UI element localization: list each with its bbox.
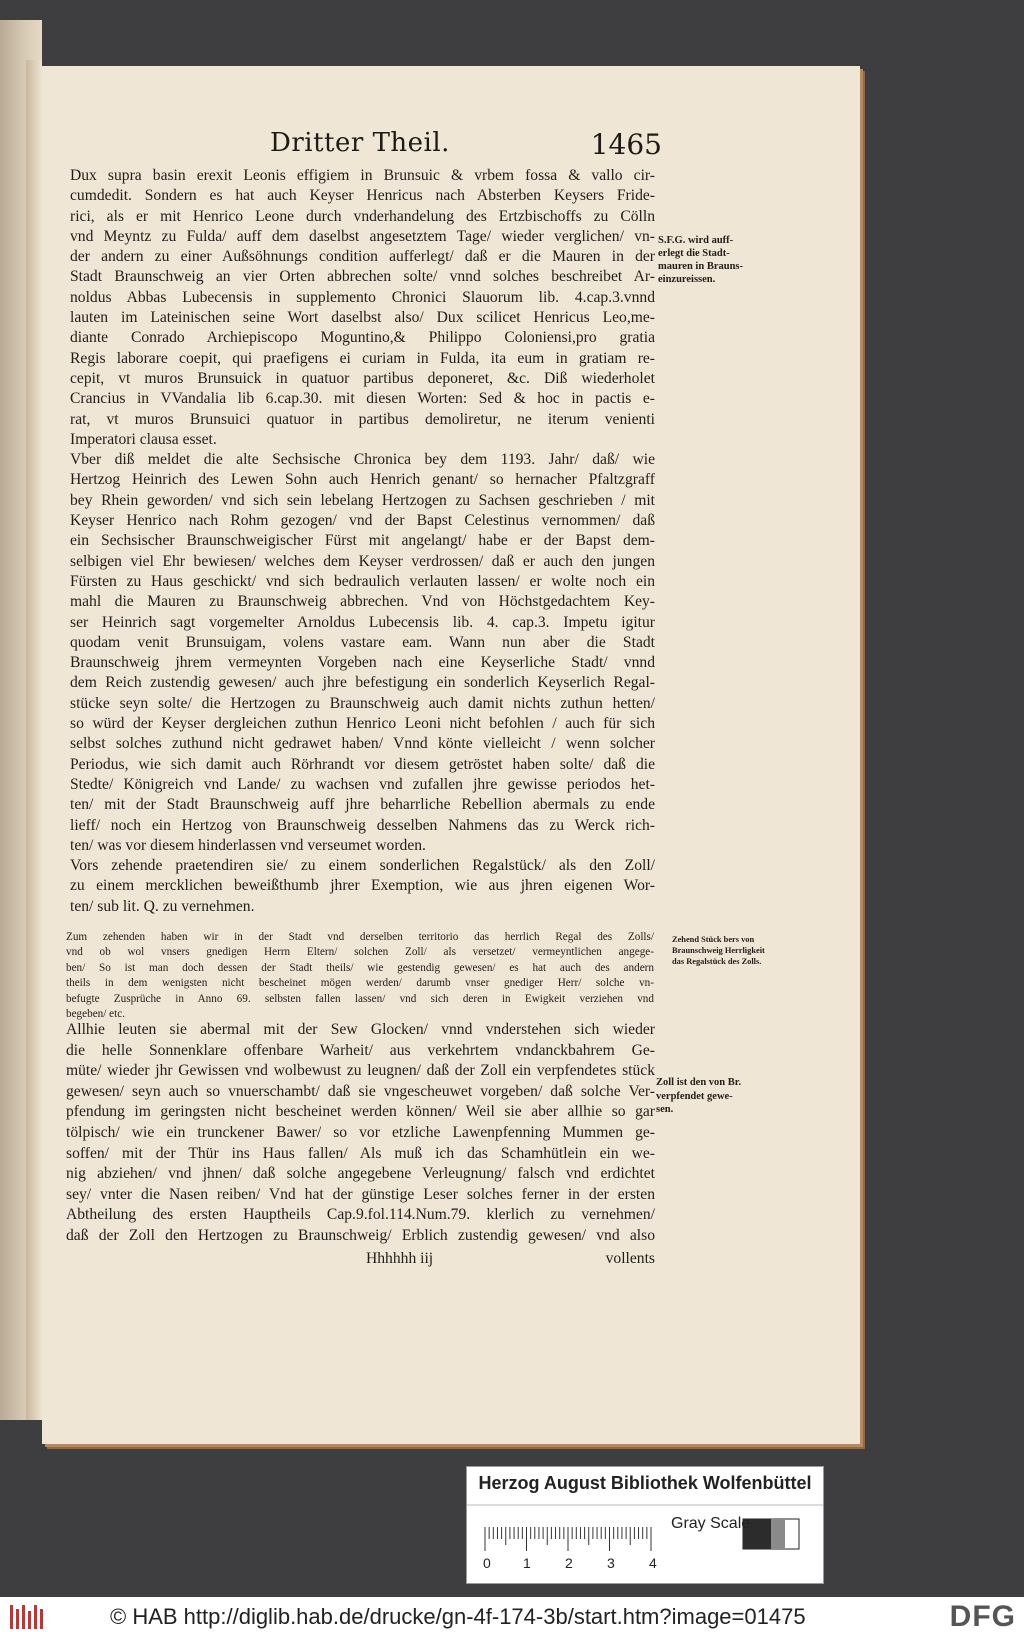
marginal-note-toll bbox=[656, 1076, 741, 1117]
text-line: diante Conrado Archiepiscopo Moguntino,& Philippo Coloniensi,pro gratia bbox=[70, 329, 655, 347]
text-line: quodam venit Brunsuigam, volens vastare eam. Wann nun aber die Stadt bbox=[70, 633, 655, 651]
text-line: nig abziehen/ vnd jhnen/ daß solche angegebene Verleugnung/ falsch vnd erdichtet bbox=[66, 1165, 655, 1183]
text-line: cepit, vt muros Brunsuick in quatuor partibus deponeret, &c. Diß wiederholet bbox=[70, 369, 655, 387]
ruler-number: 0 bbox=[483, 1555, 491, 1571]
hab-logo-icon bbox=[10, 1601, 46, 1633]
text-line: lauten im Lateinischen seine Wort daselbst also/ Dux scilicet Henricus Leo,me- bbox=[70, 309, 655, 327]
text-line: lieff/ noch ein Hertzog von Braunschweig desselben Nahmens das zu Werck rich- bbox=[70, 816, 655, 834]
text-line: gewesen/ seyn auch so vnuerschambt/ daß sie vngescheuwet vorgeben/ daß solche Ver- bbox=[66, 1082, 655, 1100]
adjacent-page-edge-inner bbox=[26, 60, 42, 1420]
marginal-line: S.F.G. wird auff- bbox=[658, 235, 734, 246]
text-line: stücke seyn solte/ die Hertzogen zu Braunschweig auch damit nichts zuthun hetten/ bbox=[70, 694, 655, 712]
text-line: ein Sechsischer Braunschweigischer Fürst mit angelangt/ habe er der Bapst dem- bbox=[70, 532, 655, 550]
text-line: ten/ was vor diesem hinderlassen vnd verseumet worden. bbox=[70, 836, 426, 854]
text-line: rat, vt muros Brunsuici quatuor in partibus demoliretur, ne iterum venienti bbox=[70, 410, 655, 428]
text-line: befugte Zusprüche in Anno 69. selbsten fallen lassen/ vnd sich deren in Ewigkeit verziehen vnd bbox=[66, 992, 654, 1005]
text-line: pfendung im geringsten nicht bescheinet werden können/ Weil sie aber allhie so gar bbox=[66, 1103, 655, 1121]
text-line: theils in dem wenigsten nicht bescheinet mögen werden/ darumb vnser gnediger Herr/ solche vn- bbox=[66, 977, 654, 990]
text-line: selbigen viel Ehr bewiesen/ welches dem Keyser verdrossen/ daß er auch den jungen bbox=[70, 552, 655, 570]
text-line: der andern zu einer Außsöhnungs condition aufferlegt/ daß er die Mauren in der bbox=[70, 248, 655, 266]
marginal-line: Zoll ist den von Br. bbox=[656, 1077, 742, 1088]
text-line: so würd der Keyser dergleichen zuthun Henrico Leoni nicht befohlen / auch für sich bbox=[70, 715, 655, 733]
text-line: mahl die Mauren zu Braunschweig abbrechen. Vnd von Höchstgedachtem Key- bbox=[70, 593, 655, 611]
running-head: Dritter Theil. bbox=[270, 128, 450, 158]
text-line: ten/ mit der Stadt Braunschweig auff jhre beharrliche Rebellion abermals zu ende bbox=[70, 796, 655, 814]
gray-patch-mid bbox=[771, 1519, 785, 1549]
text-line: Stedte/ Königreich vnd Lande/ zu wachsen vnd zufallen jhre gewisse periodos het- bbox=[70, 775, 655, 793]
text-line: Abtheilung des ersten Hauptheils Cap.9.fol.114.Num.79. klerlich zu vernehmen/ bbox=[66, 1206, 655, 1224]
text-line: vnd ob wol vnsers gnedigen Herrn Eltern/ solchen Zoll/ als versetzet/ vermeyntlichen angege- bbox=[66, 946, 654, 959]
text-line: Dux supra basin erexit Leonis effigiem in Brunsuic & vrbem fossa & vallo cir- bbox=[70, 167, 655, 184]
text-line: Hertzog Heinrich des Lewen Sohn auch Henrich genant/ so hernacher Pfaltzgraff bbox=[70, 471, 655, 489]
text-line: ten/ sub lit. Q. zu vernehmen. bbox=[70, 897, 255, 915]
text-line: Braunschweig jhrem vermeynten Vorgeben nach eine Keyserliche Stadt/ vnnd bbox=[70, 654, 655, 672]
text-line: daß der Zoll den Hertzogen zu Braunschweig/ Erblich zustendig gewesen/ vnd also bbox=[66, 1226, 655, 1244]
marginal-line: das Regalstück des Zolls. bbox=[672, 957, 762, 966]
marginal-line: einzureissen. bbox=[658, 274, 716, 285]
ruler-number: 2 bbox=[565, 1555, 573, 1571]
text-line: Crancius in VVandalia lib 6.cap.30. mit diesen Worten: Sed & hoc in pactis e- bbox=[70, 390, 655, 408]
text-line: Regis laborare coepit, qui praefigens ei curiam in Fulda, ita eum in gratiam re- bbox=[70, 349, 655, 367]
ruler-number: 3 bbox=[607, 1555, 615, 1571]
footer-credit-link[interactable]: © HAB http://diglib.hab.de/drucke/gn-4f-174-3b/start.htm?image=01475 bbox=[110, 1604, 806, 1629]
text-line: bey Rhein geworden/ vnd sich sein lebelang Hertzogen zu Sachsen geschrieben / mit bbox=[70, 491, 655, 509]
text-line: Keyser Henrico nach Rohm gezogen/ vnd der Bapst Celestinus vernommen/ daß bbox=[70, 512, 655, 530]
ruler-number: 1 bbox=[523, 1555, 531, 1571]
marginal-line: erlegt die Stadt- bbox=[658, 248, 730, 259]
text-line: Vors zehende praetendiren sie/ zu einem sonderlichen Regalstück/ als den Zoll/ bbox=[70, 857, 655, 875]
text-line: Allhie leuten sie abermal mit der Sew Glocken/ vnnd vnderstehen sich wieder bbox=[66, 1021, 655, 1038]
marginal-line: Zehend Stück bers von bbox=[672, 935, 755, 944]
marginal-note-tenth-item bbox=[672, 934, 765, 967]
marginal-line: sen. bbox=[656, 1104, 674, 1115]
text-line: selbst solches zuthund nicht gedrawet haben/ Vnnd könte vielleicht / wenn solcher bbox=[70, 735, 655, 753]
marginal-note-walls bbox=[658, 234, 743, 286]
marginal-line: Braunschweig Herrligkeit bbox=[672, 946, 765, 955]
text-line: ben/ So ist man doch dessen der Stadt theils/ wie gestendig gewesen/ es hat auch des andern bbox=[66, 961, 654, 974]
catchword: vollents bbox=[605, 1250, 655, 1267]
text-line: Stadt Braunschweig an vier Orten abbrechen solte/ vnnd solches beschreibet Ar- bbox=[70, 268, 655, 286]
text-line: begeben/ etc. bbox=[66, 1007, 126, 1020]
text-line: die helle Sonnenklare offenbare Warheit/ aus verkehrtem vndanckbahrem Ge- bbox=[66, 1041, 655, 1059]
gray-scale-label: Gray Scale bbox=[671, 1515, 751, 1532]
text-line: rici, als er mit Henrico Leone durch vnderhandelung des Ertzbischoffs zu Cölln bbox=[70, 207, 655, 225]
marginal-line: verpfendet gewe- bbox=[656, 1090, 733, 1102]
text-line: vnd Meyntz zu Fulda/ auff dem daselbst angesetztem Tage/ wieder verglichen/ vn- bbox=[70, 227, 655, 245]
catch-line bbox=[360, 1250, 655, 1270]
marginal-line: mauren in Brauns- bbox=[658, 261, 743, 272]
dfg-logo: DFG bbox=[949, 1600, 1016, 1633]
text-line: tölpisch/ wie ein trunckener Bawer/ so vor etzliche Lawenpfenning Mummen ge- bbox=[66, 1123, 655, 1141]
text-line: ser Heinrich sagt vorgemelter Arnoldus Lubecensis lib. 4. cap.3. Impetu igitur bbox=[70, 613, 655, 631]
text-line: Fürsten zu Haus geschickt/ vnd sich bedraulich verlauten lassen/ er wolte noch ein bbox=[70, 572, 655, 590]
ruler-number: 4 bbox=[649, 1555, 657, 1571]
text-line: sey/ vnter die Nasen reiben/ Vnd hat der günstige Leser solches ferner in der ersten bbox=[66, 1185, 655, 1203]
text-line: müte/ wieder jhr Gewissen vnd wolbewust zu leugnen/ daß der Zoll ein verpfendetes stück bbox=[66, 1062, 655, 1080]
signature-mark: Hhhhhh iij bbox=[366, 1250, 434, 1267]
text-line: dem Reich zustendig gewesen/ auch jhre befestigung ein sonderlich Keyserlich Regal- bbox=[70, 674, 655, 692]
text-line: zu einem mercklichen beweißthumb jhrer Exemption, wie aus jhren eigenen Wor- bbox=[70, 877, 655, 895]
quoted-passage bbox=[66, 930, 654, 1022]
text-line: noldus Abbas Lubecensis in supplemento Chronici Slauorum lib. 4.cap.3.vnnd bbox=[70, 288, 655, 306]
library-name: Herzog August Bibliothek Wolfenbüttel bbox=[478, 1473, 812, 1493]
footer-bar bbox=[0, 1597, 1024, 1637]
text-line: Periodus, wie sich damit auch Rörhrandt vor diesem getröstet haben solte/ daß die bbox=[70, 755, 655, 773]
text-line: Vber diß meldet die alte Sechsische Chronica bey dem 1193. Jahr/ daß/ wie bbox=[70, 451, 655, 469]
scale-ruler-graphic bbox=[467, 1467, 823, 1583]
text-line: Imperatori clausa esset. bbox=[70, 430, 217, 448]
ruler-ticks bbox=[485, 1527, 651, 1551]
main-text-block bbox=[70, 166, 655, 917]
page-number: 1465 bbox=[590, 128, 662, 161]
text-line: cumdedit. Sondern es hat auch Keyser Henricus nach Absterben Keysers Fride- bbox=[70, 187, 655, 205]
main-text-block-continued bbox=[66, 1020, 655, 1247]
page-header bbox=[270, 128, 662, 164]
text-line: Zum zehenden haben wir in der Stadt vnd derselben territorio das herrlich Regal des Zolls/ bbox=[66, 931, 654, 943]
color-calibration-card bbox=[466, 1466, 824, 1584]
text-line: soffen/ mit der Thür ins Haus fallen/ Als muß ich das Schamhütlein ein we- bbox=[66, 1144, 655, 1162]
